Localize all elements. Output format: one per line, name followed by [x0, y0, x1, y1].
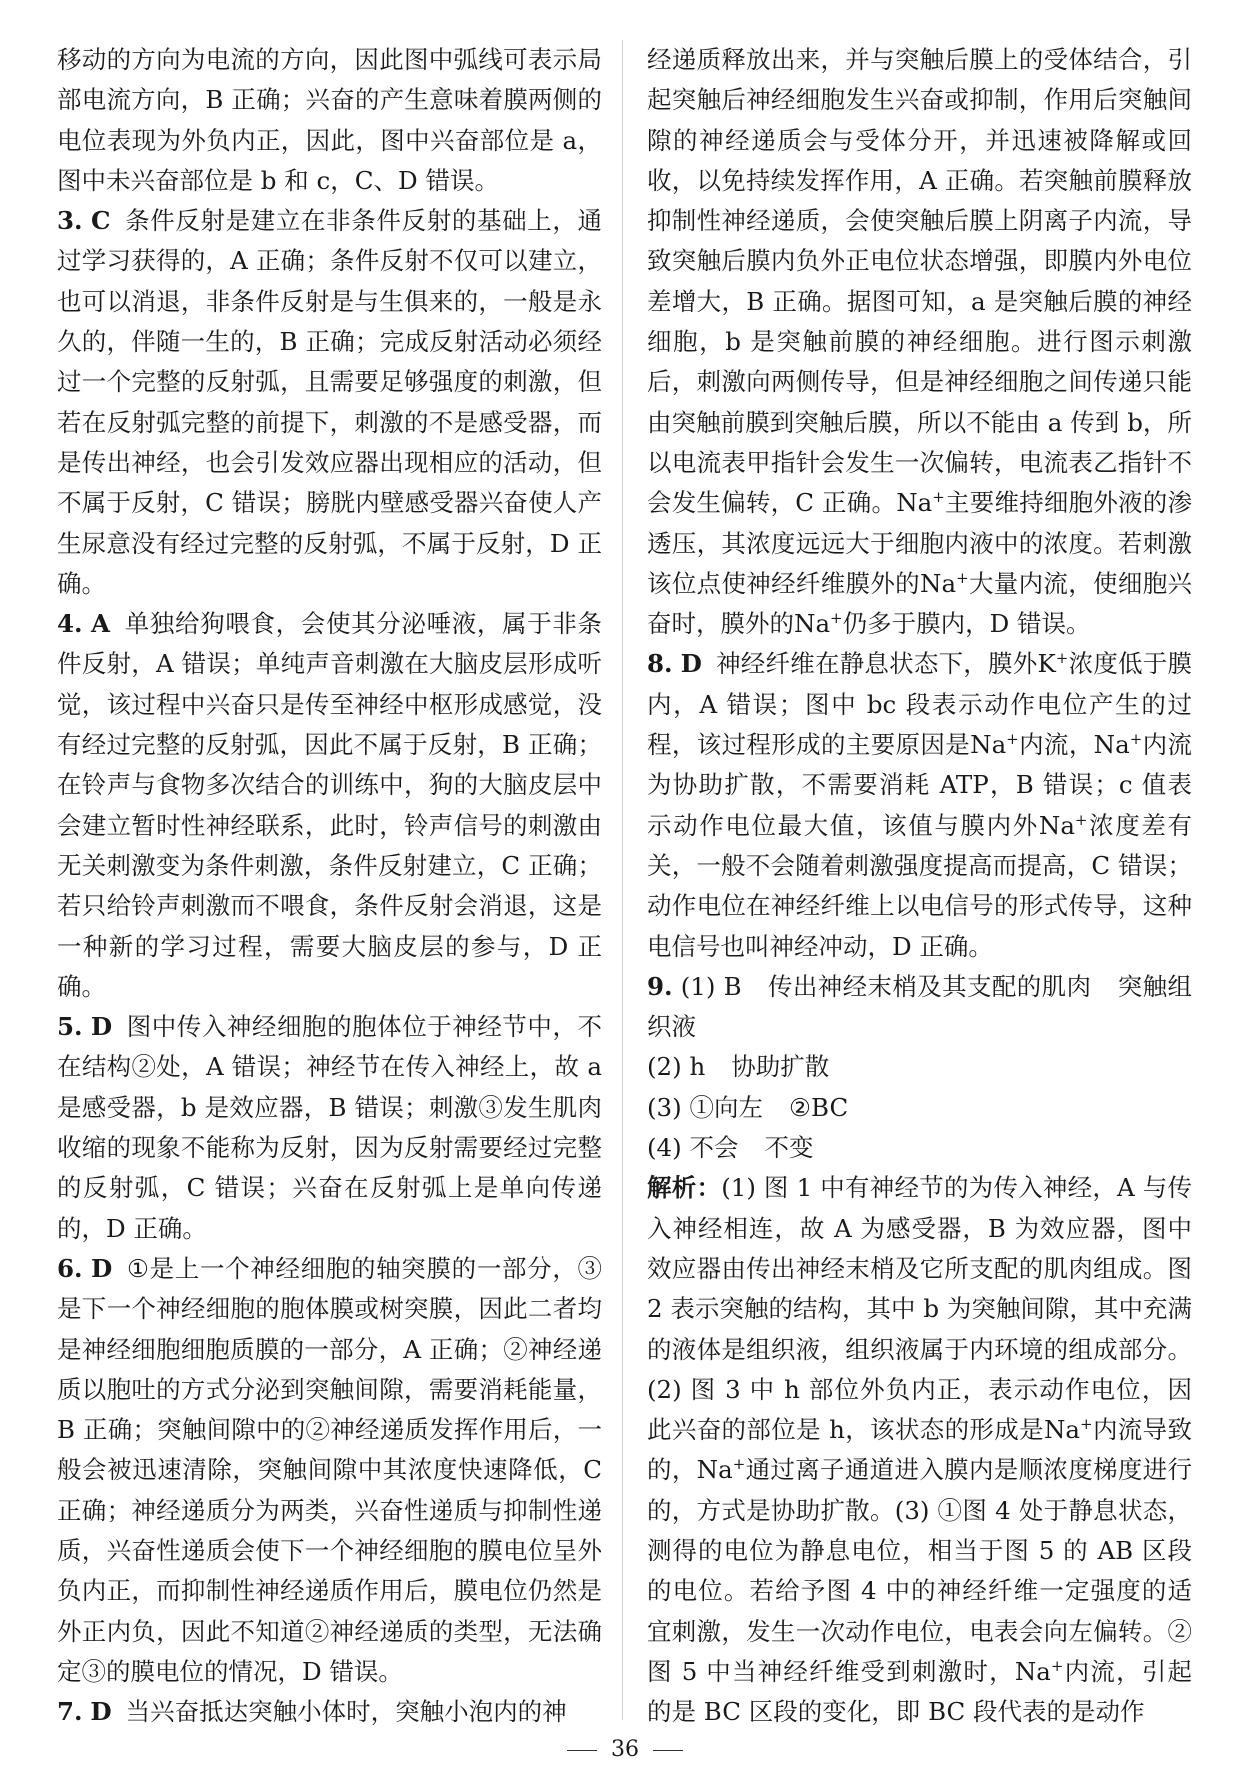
- continued-paragraph: 移动的方向为电流的方向，因此图中弧线可表示局部电流方向，B 正确；兴奋的产生意味着膜两侧的电位表现为外负内正，因此，图中兴奋部位是 a，图中未兴奋部位是 b 和 c，C、D 错误。: [57, 45, 602, 195]
- analysis-label: 解析：: [647, 1173, 722, 1203]
- question-4: 4. A 单独给狗喂食，会使其分泌唾液，属于非条件反射，A 错误；单纯声音刺激在大脑皮层形成听觉，该过程中兴奋只是传至神经中枢形成感觉，没有经过完整的反射弧，因此不属于反射，B 正确；在铃声与食物多次结合的训练中，狗的大脑皮层中会建立暂时性神经联系，此时，铃声信号的刺激由无关刺激变为条件刺激，条件反射建立，C 正确；若只给铃声刺激而不喂食，条件反射会消退，这是一种新的学习过程，需要大脑皮层的参与，D 正确。: [57, 609, 602, 1001]
- superscript-plus: +: [932, 488, 945, 507]
- question-9-answer-2: (2) h 协助扩散: [647, 1052, 830, 1082]
- left-column: [57, 40, 602, 1732]
- question-9-answer-4: (4) 不会 不变: [647, 1133, 814, 1163]
- question-9-answer-1: 9. (1) B 传出神经末梢及其支配的肌肉 突触组织液: [647, 971, 1193, 1042]
- continued-paragraph-q7: 经递质释放出来，并与突触后膜上的受体结合，引起突触后神经细胞发生兴奋或抑制，作用后突触间隙的神经递质会与受体分开，并迅速被降解或回收，以免持续发挥作用，A 正确。若突触前膜释放抑制性神经递质，会使突触后膜上阴离子内流，导致突触后膜内负外正电位状态增强，即膜内外电位差增大，B 正确。据图可知，a 是突触后膜的神经细胞，b 是突触前膜的神经细胞。进行图示刺激后，刺激向两侧传导，但是神经细胞之间传递只能由突触前膜到突触后膜，所以不能由 a 传到 b，所以电流表甲指针会发生一次偏转，电流表乙指针不会发生偏转，C 正确。Na+主要维持细胞外液的渗透压，其浓度远远大于细胞内液中的浓度。若刺激该位点使神经纤维膜外的Na+大量内流，使细胞兴奋时，膜外的Na+仍多于膜内，D 错误。: [647, 45, 1193, 639]
- question-8: 8. D 神经纤维在静息状态下，膜外K+浓度低于膜内，A 错误；图中 bc 段表示动作电位产生的过程，该过程形成的主要原因是Na+内流，Na+内流为协助扩散，不需要消耗 ATP，B 错误；c 值表示动作电位最大值，该值与膜内外Na+浓度差有关，一般不会随着刺激强度提高而提高，C 错误；动作电位在神经纤维上以电信号的形式传导，这种电信号也叫神经冲动，D 正确。: [647, 649, 1193, 961]
- question-5: 5. D 图中传入神经细胞的胞体位于神经节中，不在结构②处，A 错误；神经节在传入神经上，故 a 是感受器，b 是效应器，B 错误；刺激③发生肌肉收缩的现象不能称为反射，因为反射需要经过完整的反射弧，C 错误；兴奋在反射弧上是单向传递的，D 正确。: [57, 1012, 603, 1243]
- left-dash: [567, 1750, 597, 1751]
- answer-letter: D: [90, 1697, 112, 1727]
- question-9-answer-3: (3) ①向左 ②BC: [647, 1092, 849, 1122]
- question-6: 6. D ①是上一个神经细胞的轴突膜的一部分，③是下一个神经细胞的胞体膜或树突膜，因此二者均是神经细胞细胞质膜的一部分，A 正确；②神经递质以胞吐的方式分泌到突触间隙，需要消耗能量，B 正确；突触间隙中的②神经递质发挥作用后，一般会被迅速清除，突触间隙中其浓度快速降低，C 正确；神经递质分为两类，兴奋性递质与抑制性递质，兴奋性递质会使下一个神经细胞的膜电位呈外负内正，而抑制性神经递质作用后，膜电位仍然是外正内负，因此不知道②神经递质的类型，无法确定③的膜电位的情况，D 错误。: [57, 1253, 602, 1686]
- answer-letter: D: [91, 1253, 113, 1283]
- right-dash: [653, 1750, 683, 1751]
- answer-letter: C: [91, 206, 111, 236]
- page-number: 36: [0, 1738, 1250, 1762]
- answer-letter: A: [91, 609, 111, 639]
- answer-letter: D: [90, 1012, 113, 1042]
- right-column: [647, 40, 1192, 1732]
- question-9-analysis: 解析：(1) 图 1 中有神经节的为传入神经，A 与传入神经相连，故 A 为感受器，B 为效应器，图中效应器由传出神经末梢及它所支配的肌肉组成。图 2 表示突触的结构，其中 b 为突触间隙，其中充满的液体是组织液，组织液属于内环境的组成部分。(2) 图 3 中 h 部位外负内正，表示动作电位，因此兴奋的部位是 h，该状态的形成是Na+内流导致的，Na+通过离子通道进入膜内是顺浓度梯度进行的，方式是协助扩散。(3) ①图 4 处于静息状态，测得的电位为静息电位，相当于图 5 的 AB 区段的电位。若给予图 4 中的神经纤维一定强度的适宜刺激，发生一次动作电位，电表会向左偏转。②图 5 中当神经纤维受到刺激时，Na+内流，引起的是 BC 区段的变化，即 BC 段代表的是动作: [647, 1173, 1193, 1727]
- question-3: 3. C 条件反射是建立在非条件反射的基础上，通过学习获得的，A 正确；条件反射不仅可以建立，也可以消退，非条件反射是与生俱来的，一般是永久的，伴随一生的，B 正确；完成反射活动必须经过一个完整的反射弧，且需要足够强度的刺激，但若在反射弧完整的前提下，刺激的不是感受器，而是传出神经，也会引发效应器出现相应的活动，但不属于反射，C 错误；膀胱内壁感受器兴奋使人产生尿意没有经过完整的反射弧，不属于反射，D 正确。: [57, 206, 602, 598]
- column-divider: [622, 40, 623, 1720]
- question-7: 7. D 当兴奋抵达突触小体时，突触小泡内的神: [57, 1697, 567, 1727]
- answer-letter: D: [680, 649, 702, 679]
